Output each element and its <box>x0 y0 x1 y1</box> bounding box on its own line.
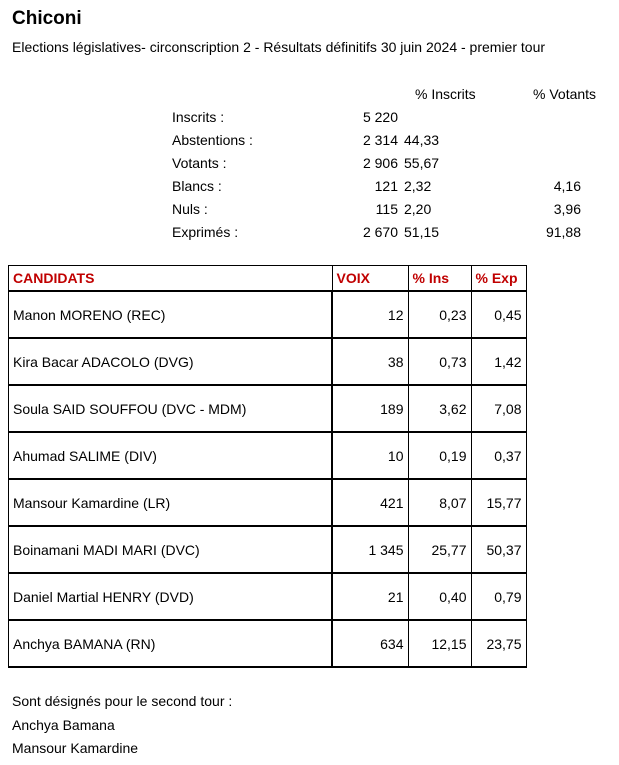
stats-value: 5 220 <box>362 109 398 125</box>
stats-label: Votants : <box>172 155 227 171</box>
candidate-pct-exp: 23,75 <box>471 620 526 667</box>
candidate-pct-exp: 0,45 <box>471 291 526 338</box>
candidate-pct-exp: 50,37 <box>471 526 526 573</box>
col-header-pct-exp: % Exp <box>471 266 526 292</box>
col-header-voix: VOIX <box>332 266 408 292</box>
second-round-note <box>12 690 232 761</box>
second-round-candidate: Mansour Kamardine <box>12 740 139 756</box>
candidate-pct-ins: 0,40 <box>408 573 471 620</box>
candidate-name: Mansour Kamardine (LR) <box>9 479 333 526</box>
table-row <box>9 291 527 338</box>
stats-pct-votants: 91,88 <box>545 224 581 240</box>
candidate-voix: 10 <box>332 432 408 479</box>
candidate-voix: 38 <box>332 338 408 385</box>
candidate-name: Anchya BAMANA (RN) <box>9 620 333 667</box>
stats-row-exprimes <box>0 224 619 247</box>
candidate-voix: 189 <box>332 385 408 432</box>
candidate-name: Kira Bacar ADACOLO (DVG) <box>9 338 333 385</box>
stats-pct-votants: 3,96 <box>553 201 581 217</box>
stats-pct-votants: 4,16 <box>553 178 581 194</box>
stats-label: Abstentions : <box>172 132 253 148</box>
candidate-voix: 634 <box>332 620 408 667</box>
table-row <box>9 620 527 667</box>
table-row <box>9 479 527 526</box>
candidate-pct-exp: 0,37 <box>471 432 526 479</box>
stats-pct-inscrits: 2,20 <box>404 201 432 217</box>
candidate-pct-ins: 0,19 <box>408 432 471 479</box>
stats-pct-inscrits: 2,32 <box>404 178 432 194</box>
table-row <box>9 573 527 620</box>
page-subtitle: Elections législatives- circonscription 2 - Résultats définitifs 30 juin 2024 - premier tour <box>12 39 546 55</box>
stats-row-votants <box>0 155 619 178</box>
stats-value: 121 <box>374 178 398 194</box>
header-pct-votants: % Votants <box>533 86 597 102</box>
candidate-voix: 12 <box>332 291 408 338</box>
table-row <box>9 338 527 385</box>
stats-pct-inscrits: 55,67 <box>404 155 440 171</box>
stats-pct-inscrits: 51,15 <box>404 224 440 240</box>
candidate-pct-ins: 0,73 <box>408 338 471 385</box>
second-round-candidate: Anchya Bamana <box>12 716 115 733</box>
candidate-pct-ins: 12,15 <box>408 620 471 667</box>
candidate-pct-exp: 0,79 <box>471 573 526 620</box>
candidate-name: Soula SAID SOUFFOU (DVC - MDM) <box>9 385 333 432</box>
stats-row-nuls <box>0 201 619 224</box>
col-header-candidats: CANDIDATS <box>9 266 333 292</box>
candidate-pct-exp: 1,42 <box>471 338 526 385</box>
table-row <box>9 385 527 432</box>
page-title: Chiconi <box>12 8 82 29</box>
table-header-row <box>9 266 527 292</box>
stats-value: 2 314 <box>362 132 398 148</box>
stats-label: Nuls : <box>172 201 208 217</box>
second-round-heading: Sont désignés pour le second tour : <box>12 693 233 709</box>
stats-label: Exprimés : <box>172 224 239 240</box>
stats-value: 2 906 <box>362 155 398 171</box>
candidate-voix: 21 <box>332 573 408 620</box>
candidate-pct-ins: 25,77 <box>408 526 471 573</box>
candidate-pct-ins: 3,62 <box>408 385 471 432</box>
candidate-pct-ins: 8,07 <box>408 479 471 526</box>
stats-value: 115 <box>375 201 398 217</box>
stats-label: Blancs : <box>172 178 222 194</box>
stats-label: Inscrits : <box>172 109 225 125</box>
candidate-name: Manon MORENO (REC) <box>9 291 333 338</box>
table-row <box>9 432 527 479</box>
candidate-pct-exp: 15,77 <box>471 479 526 526</box>
candidate-name: Boinamani MADI MARI (DVC) <box>9 526 333 573</box>
stats-row-abstentions <box>0 132 619 155</box>
candidate-voix: 421 <box>332 479 408 526</box>
candidate-name: Ahumad SALIME (DIV) <box>9 432 333 479</box>
stats-row-inscrits <box>0 109 619 132</box>
candidate-pct-exp: 7,08 <box>471 385 526 432</box>
candidates-table <box>8 265 527 668</box>
stats-pct-inscrits: 44,33 <box>404 132 440 148</box>
candidate-name: Daniel Martial HENRY (DVD) <box>9 573 333 620</box>
header-pct-inscrits: % Inscrits <box>415 86 476 102</box>
table-row <box>9 526 527 573</box>
stats-value: 2 670 <box>362 224 398 240</box>
col-header-pct-ins: % Ins <box>408 266 471 292</box>
candidate-pct-ins: 0,23 <box>408 291 471 338</box>
stats-row-blancs <box>0 178 619 201</box>
candidate-voix: 1 345 <box>332 526 408 573</box>
